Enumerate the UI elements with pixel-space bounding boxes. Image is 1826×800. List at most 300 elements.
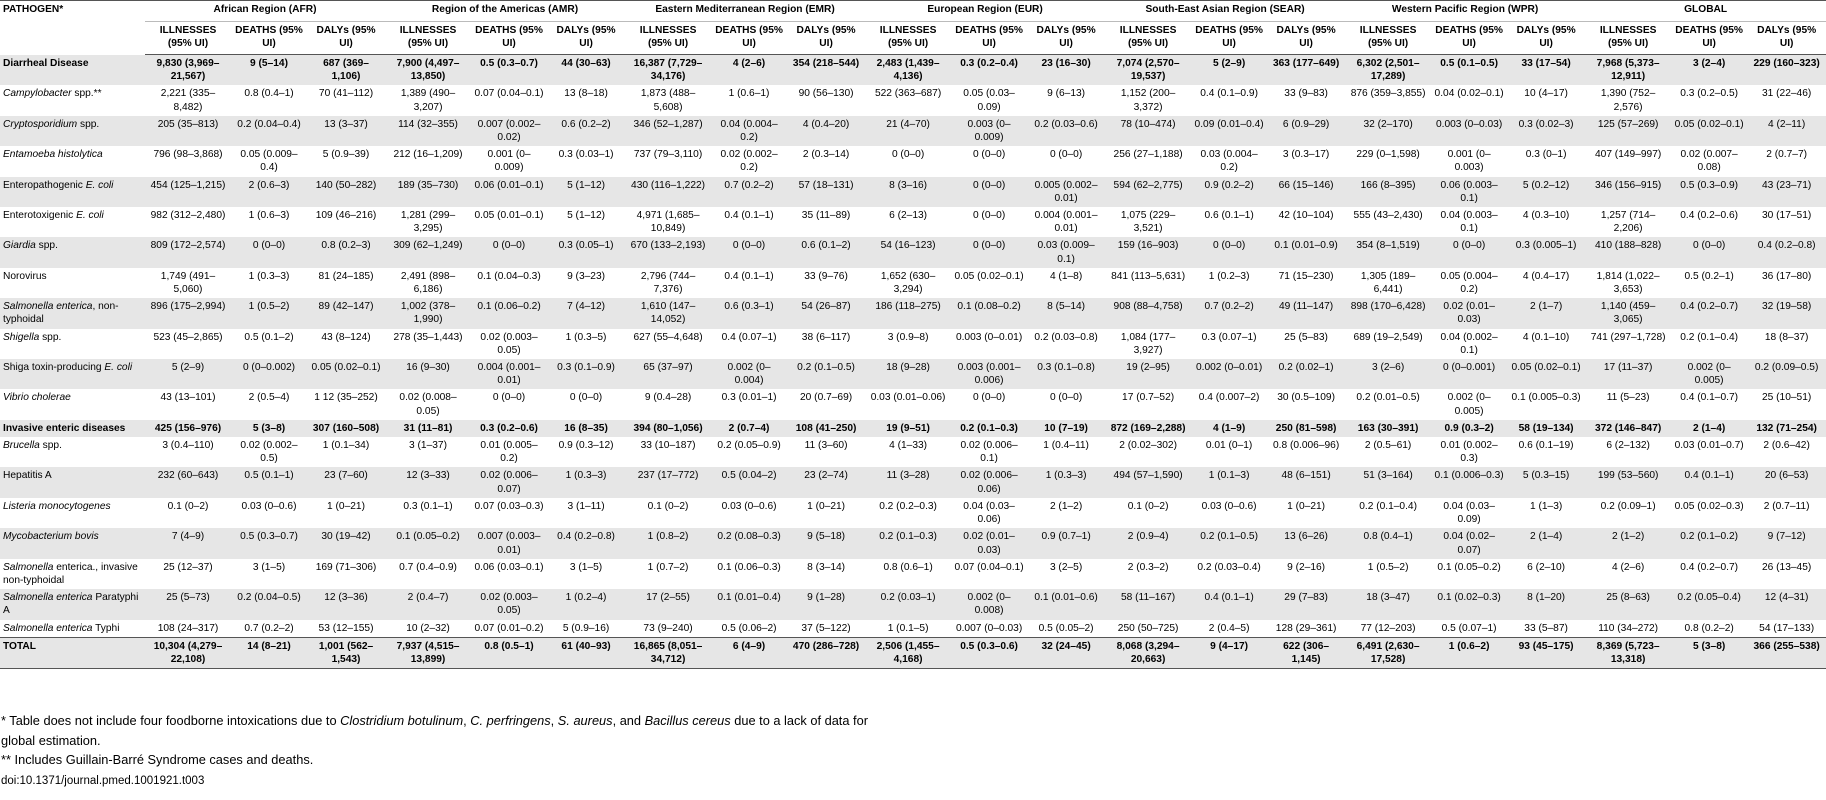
deaths-cell: 0.4 (0.07–1) (721, 331, 777, 343)
illnesses-cell: 876 (359–3,855) (1350, 88, 1426, 100)
deaths-cell: 2 (1–4) (1671, 420, 1747, 437)
illnesses-cell: 425 (156–976) (145, 420, 231, 437)
pathogen-name: Vibrio cholerae (3, 392, 71, 404)
deaths-cell: 0.6 (0.3–1) (711, 298, 787, 328)
illnesses-cell: 9 (0.4–28) (644, 392, 692, 404)
illnesses-cell: 9,830 (3,969–21,567) (145, 55, 231, 86)
dalys-cell: 250 (81–598) (1267, 420, 1345, 437)
deaths-cell: 0.02 (0.01–0.03) (951, 528, 1027, 558)
illnesses-cell: 205 (35–813) (145, 116, 231, 146)
illnesses-cell: 627 (55–4,648) (633, 331, 703, 343)
deaths-cell: 14 (8–21) (231, 637, 307, 668)
illnesses-cell: 8 (3–16) (865, 177, 951, 207)
dalys-cell: 108 (41–250) (787, 420, 865, 437)
pathogen-name: Norovirus (3, 270, 47, 282)
dalys-cell: 169 (71–306) (315, 561, 377, 573)
dalys-cell: 0.2 (0.09–0.5) (1747, 359, 1826, 389)
deaths-cell: 0.05 (0.01–0.1) (474, 210, 544, 222)
illnesses-cell: 394 (80–1,056) (625, 420, 711, 437)
deaths-cell: 0.02 (0.002–0.5) (240, 440, 298, 465)
deaths-cell: 0 (0–0.002) (231, 359, 307, 389)
illnesses-cell: 1,305 (189–6,441) (1360, 270, 1416, 296)
deaths-cell: 1 (0.5–2) (231, 298, 307, 328)
dalys-cell: 354 (218–544) (787, 55, 865, 86)
illnesses-cell: 232 (60–643) (145, 467, 231, 497)
dalys-cell: 5 (0.2–12) (1507, 177, 1585, 207)
deaths-column-header: DEATHS (95% UI) (1191, 22, 1267, 55)
dalys-cell: 687 (369–1,106) (307, 55, 385, 86)
dalys-cell: 5 (0.3–15) (1507, 467, 1585, 497)
dalys-cell: 1 (1–3) (1529, 500, 1563, 512)
illnesses-cell: 0.2 (0.2–0.3) (879, 500, 937, 512)
dalys-cell: 0.2 (0.1–0.5) (787, 359, 865, 389)
dalys-cell: 470 (286–728) (787, 637, 865, 668)
dalys-cell: 2 (0.6–42) (1763, 440, 1810, 452)
illnesses-cell: 2 (0.02–302) (1119, 440, 1177, 452)
illnesses-cell: 3 (2–6) (1345, 359, 1431, 389)
deaths-cell: 0.07 (0.01–0.2) (474, 622, 544, 634)
illnesses-cell: 0.3 (0.1–1) (403, 500, 453, 512)
deaths-cell: 0 (0–0) (1191, 237, 1267, 267)
dalys-cell: 6 (2–10) (1527, 561, 1566, 573)
dalys-cell: 13 (8–18) (564, 88, 608, 100)
deaths-cell: 0 (0–0) (972, 392, 1006, 404)
dalys-cell: 128 (29–361) (1275, 622, 1337, 634)
dalys-cell: 0 (0–0) (1049, 149, 1083, 161)
deaths-cell: 0.02 (0.006–0.06) (951, 467, 1027, 497)
illnesses-cell: 78 (10–474) (1105, 116, 1191, 146)
dalys-cell: 54 (26–87) (787, 298, 865, 328)
deaths-cell: 0.5 (0.2–1) (1684, 270, 1734, 282)
deaths-cell: 2 (0.4–5) (1208, 622, 1250, 634)
deaths-cell: 3 (1–5) (252, 561, 286, 573)
dalys-cell: 12 (4–31) (1747, 589, 1826, 619)
illnesses-cell: 11 (3–28) (865, 467, 951, 497)
dalys-cell: 0.8 (0.2–3) (307, 237, 385, 267)
illnesses-cell: 186 (118–275) (865, 298, 951, 328)
pathogen-name: Giardia spp. (0, 237, 145, 267)
dalys-cell: 33 (5–87) (1524, 622, 1568, 634)
dalys-cell: 1 (0–21) (807, 500, 846, 512)
deaths-cell: 0.09 (0.01–0.4) (1191, 116, 1267, 146)
pathogen-name: Cryptosporidium spp. (0, 116, 145, 146)
dalys-cell: 90 (56–130) (798, 88, 854, 100)
illnesses-cell: 18 (3–47) (1345, 589, 1431, 619)
deaths-cell: 0.06 (0.03–0.1) (474, 561, 544, 573)
deaths-cell: 0.5 (0.3–0.9) (1671, 177, 1747, 207)
deaths-cell: 0.3 (0.07–1) (1201, 331, 1257, 343)
deaths-column-header: DEATHS (95% UI) (711, 22, 787, 55)
deaths-cell: 0.8 (0.5–1) (471, 637, 547, 668)
illnesses-cell: 19 (2–95) (1105, 359, 1191, 389)
pathogen-name: Brucella spp. (3, 440, 62, 452)
dalys-cell: 43 (23–71) (1747, 177, 1826, 207)
dalys-cell: 622 (306–1,145) (1267, 637, 1345, 668)
illnesses-cell: 372 (146–847) (1585, 420, 1671, 437)
dalys-cell: 30 (19–42) (307, 528, 385, 558)
dalys-cell: 43 (8–124) (321, 331, 371, 343)
pathogen-name: Invasive enteric diseases (0, 420, 145, 437)
deaths-cell: 0.3 (0.2–0.5) (1680, 88, 1739, 100)
deaths-cell: 5 (3–8) (1671, 637, 1747, 668)
deaths-cell: 0.002 (0–0.005) (1447, 392, 1491, 417)
deaths-cell: 0.02 (0.002–0.2) (720, 149, 778, 174)
dalys-cell: 0.1 (0.01–0.6) (1027, 589, 1105, 619)
dalys-cell: 35 (11–89) (801, 210, 851, 222)
dalys-cell: 0.2 (0.03–0.6) (1027, 116, 1105, 146)
pathogen-name: Salmonella enterica, non-typhoidal (0, 298, 145, 328)
table-row (0, 298, 1826, 328)
deaths-cell: 0.02 (0.003–0.05) (480, 331, 538, 356)
illnesses-cell: 54 (16–123) (865, 237, 951, 267)
deaths-cell: 0.06 (0.01–0.1) (471, 177, 547, 207)
pathogen-name: Hepatitis A (0, 467, 145, 497)
deaths-cell: 0.4 (0.1–1) (1191, 589, 1267, 619)
illnesses-cell: 229 (0–1,598) (1356, 149, 1420, 161)
illnesses-cell: 125 (57–269) (1585, 116, 1671, 146)
dalys-cell: 31 (22–46) (1762, 88, 1812, 100)
deaths-cell: 0.4 (0.1–1) (724, 210, 774, 222)
table-group-row (0, 420, 1826, 437)
pathogen-name: Mycobacterium bovis (0, 528, 145, 558)
illnesses-cell: 2,221 (335–8,482) (160, 88, 216, 113)
dalys-cell: 20 (0.7–69) (800, 392, 853, 404)
deaths-cell: 0.07 (0.04–0.1) (474, 88, 544, 100)
illnesses-cell: 410 (188–828) (1585, 237, 1671, 267)
illnesses-cell: 982 (312–2,480) (150, 210, 226, 222)
region-header: European Region (EUR) (865, 1, 1105, 22)
dalys-cell: 0.3 (0.1–0.9) (547, 359, 625, 389)
deaths-cell: 0.8 (0.4–1) (244, 88, 294, 100)
dalys-cell: 30 (17–51) (1762, 210, 1812, 222)
illnesses-cell: 2,491 (898–6,186) (400, 270, 456, 296)
dalys-cell: 37 (5–122) (801, 622, 851, 634)
illnesses-cell: 0.2 (0.01–0.5) (1356, 392, 1420, 404)
dalys-cell: 0.2 (0.03–0.8) (1034, 331, 1098, 343)
deaths-cell: 0.007 (0.003–0.01) (471, 528, 547, 558)
deaths-cell: 2 (0.6–3) (231, 177, 307, 207)
deaths-cell: 0.05 (0.009–0.4) (240, 149, 298, 174)
pathogen-name: Salmonella enterica Paratyphi A (0, 589, 145, 619)
deaths-cell: 0 (0–0) (711, 237, 787, 267)
deaths-cell: 0.5 (0.1–1) (231, 467, 307, 497)
illnesses-cell: 10,304 (4,279–22,108) (145, 637, 231, 668)
table-total-row (0, 637, 1826, 668)
illnesses-cell: 896 (175–2,994) (145, 298, 231, 328)
deaths-cell: 0.007 (0.002–0.02) (471, 116, 547, 146)
illnesses-cell: 0.2 (0.09–1) (1600, 500, 1656, 512)
dalys-cell: 0.6 (0.1–2) (787, 237, 865, 267)
deaths-cell: 0.03 (0–0.6) (241, 500, 297, 512)
illnesses-cell: 114 (32–355) (385, 116, 471, 146)
dalys-cell: 4 (0.4–17) (1522, 270, 1570, 282)
dalys-cell: 13 (3–37) (307, 116, 385, 146)
dalys-cell: 140 (50–282) (307, 177, 385, 207)
table-row (0, 359, 1826, 389)
illnesses-cell: 0.2 (0.03–1) (865, 589, 951, 619)
dalys-cell: 0.03 (0.009–0.1) (1027, 237, 1105, 267)
illnesses-cell: 7,074 (2,570–19,537) (1105, 55, 1191, 86)
dalys-cell: 7 (4–12) (547, 298, 625, 328)
pathogen-name: Listeria monocytogenes (3, 500, 111, 512)
dalys-cell: 3 (2–5) (1049, 561, 1083, 573)
deaths-cell: 0.002 (0–0.005) (1671, 359, 1747, 389)
deaths-cell: 9 (4–17) (1191, 637, 1267, 668)
illnesses-column-header: ILLNESSES (95% UI) (1345, 22, 1431, 55)
dalys-cell: 44 (30–63) (547, 55, 625, 86)
table-row (0, 389, 1826, 419)
deaths-cell: 0.02 (0.003–0.05) (471, 589, 547, 619)
dalys-cell: 1 (0.1–34) (322, 440, 370, 452)
illnesses-cell: 407 (149–997) (1594, 149, 1662, 161)
illnesses-cell: 25 (12–37) (163, 561, 213, 573)
illnesses-cell: 199 (53–560) (1585, 467, 1671, 497)
dalys-cell: 0.1 (0.01–0.9) (1267, 237, 1345, 267)
table-footnotes (1, 711, 981, 770)
deaths-cell: 0.9 (0.2–2) (1191, 177, 1267, 207)
illnesses-cell: 16,387 (7,729–34,176) (625, 55, 711, 86)
deaths-cell: 0.02 (0.006–0.07) (471, 467, 547, 497)
deaths-cell: 0.3 (0.01–1) (721, 392, 777, 404)
deaths-cell: 0.8 (0.2–2) (1684, 622, 1734, 634)
deaths-cell: 0.2 (0.05–0.4) (1671, 589, 1747, 619)
illnesses-cell: 1,140 (459–3,065) (1585, 298, 1671, 328)
illnesses-cell: 16 (9–30) (385, 359, 471, 389)
illnesses-cell: 1,749 (491–5,060) (160, 270, 216, 296)
deaths-cell: 0.4 (0.1–1) (1671, 467, 1747, 497)
pathogen-name: Salmonella enterica., invasive non-typhoidal (3, 561, 138, 586)
illnesses-cell: 346 (52–1,287) (625, 116, 711, 146)
deaths-cell: 0.2 (0.1–0.3) (951, 420, 1027, 437)
deaths-cell: 0.002 (0–0.004) (711, 359, 787, 389)
deaths-cell: 0.1 (0.01–0.4) (711, 589, 787, 619)
pathogen-name: Shiga toxin-producing E. coli (0, 359, 145, 389)
deaths-cell: 0.9 (0.3–2) (1431, 420, 1507, 437)
dalys-cell: 1 (0.3–3) (1027, 467, 1105, 497)
illnesses-cell: 1,652 (630–3,294) (880, 270, 936, 296)
illnesses-cell: 0.03 (0.01–0.06) (870, 392, 946, 404)
illnesses-cell: 841 (113–5,631) (1111, 270, 1186, 282)
table-row (0, 467, 1826, 497)
illnesses-cell: 741 (297–1,728) (1590, 331, 1666, 343)
deaths-cell: 6 (4–9) (711, 637, 787, 668)
dalys-column-header: DALYs (95% UI) (787, 22, 865, 55)
deaths-cell: 0.07 (0.03–0.3) (474, 500, 544, 512)
deaths-column-header: DEATHS (95% UI) (471, 22, 547, 55)
dalys-cell: 32 (24–45) (1027, 637, 1105, 668)
illnesses-cell: 10 (2–32) (406, 622, 450, 634)
deaths-cell: 1 (0.6–1) (728, 88, 770, 100)
deaths-cell: 1 (0.2–3) (1208, 270, 1250, 282)
dalys-cell: 0.005 (0.002–0.01) (1027, 177, 1105, 207)
dalys-cell: 1 (0.2–4) (547, 589, 625, 619)
illnesses-cell: 809 (172–2,574) (145, 237, 231, 267)
deaths-cell: 9 (5–14) (231, 55, 307, 86)
illnesses-cell: 309 (62–1,249) (385, 237, 471, 267)
deaths-cell: 0.002 (0–0.008) (951, 589, 1027, 619)
illnesses-cell: 0.02 (0.008–0.05) (399, 392, 457, 417)
table-row (0, 329, 1826, 359)
table-row (0, 620, 1826, 638)
table-row (0, 237, 1826, 267)
dalys-cell: 57 (18–131) (787, 177, 865, 207)
dalys-cell: 71 (15–230) (1278, 270, 1334, 282)
illnesses-cell: 1,389 (490–3,207) (400, 88, 456, 113)
dalys-column-header: DALYs (95% UI) (307, 22, 385, 55)
illnesses-cell: 17 (2–55) (625, 589, 711, 619)
illnesses-cell: 1,152 (200–3,372) (1120, 88, 1176, 113)
dalys-cell: 25 (10–51) (1762, 392, 1812, 404)
deaths-cell: 0 (0–0) (951, 237, 1027, 267)
deaths-cell: 0.01 (0.005–0.2) (480, 440, 538, 465)
deaths-cell: 0.03 (0–0.6) (1201, 500, 1257, 512)
deaths-cell: 0.1 (0.05–0.2) (1437, 561, 1501, 573)
dalys-cell: 0.3 (0.02–3) (1507, 116, 1585, 146)
dalys-column-header: DALYs (95% UI) (1747, 22, 1826, 55)
illnesses-cell: 1,075 (229–3,521) (1120, 210, 1176, 235)
dalys-column-header: DALYs (95% UI) (547, 22, 625, 55)
dalys-cell: 10 (7–19) (1027, 420, 1105, 437)
deaths-cell: 0 (0–0) (231, 237, 307, 267)
illnesses-cell: 8,068 (3,294–20,663) (1105, 637, 1191, 668)
illnesses-column-header: ILLNESSES (95% UI) (1585, 22, 1671, 55)
dalys-cell: 70 (41–112) (318, 88, 374, 100)
table-row (0, 268, 1826, 298)
deaths-cell: 0.03 (0.004–0.2) (1200, 149, 1258, 174)
table-row (0, 177, 1826, 207)
illnesses-cell: 159 (16–903) (1105, 237, 1191, 267)
illnesses-cell: 4 (2–6) (1611, 561, 1645, 573)
dalys-cell: 1,001 (562–1,543) (307, 637, 385, 668)
illnesses-column-header: ILLNESSES (95% UI) (625, 22, 711, 55)
deaths-cell: 0.01 (0.002–0.3) (1440, 440, 1498, 465)
illnesses-cell: 166 (8–395) (1345, 177, 1431, 207)
deaths-cell: 0.3 (0.2–0.4) (951, 55, 1027, 86)
footnote-intoxications: * Table does not include four foodborne intoxications due to Clostridium botulinum, C. perfringens, S. aureus, and Bacillus cereus due to a lack of data for (1, 713, 868, 728)
table-row (0, 207, 1826, 237)
deaths-cell: 0.05 (0.03–0.09) (963, 88, 1015, 113)
illnesses-cell: 898 (170–6,428) (1345, 298, 1431, 328)
deaths-cell: 0.2 (0.1–0.4) (1680, 331, 1739, 343)
deaths-cell: 0.4 (0.1–0.9) (1200, 88, 1258, 100)
dalys-cell: 2 (1–2) (1049, 500, 1083, 512)
deaths-cell: 0.2 (0.1–0.5) (1191, 528, 1267, 558)
illnesses-cell: 1,257 (714–2,206) (1600, 210, 1656, 235)
deaths-cell: 0.7 (0.2–2) (711, 177, 787, 207)
deaths-cell: 0.04 (0.02–0.07) (1431, 528, 1507, 558)
deaths-cell: 0.3 (0.2–0.6) (471, 420, 547, 437)
deaths-cell: 0.02 (0.007–0.08) (1680, 149, 1738, 174)
illnesses-cell: 0.7 (0.4–0.9) (399, 561, 457, 573)
dalys-cell: 4 (0.4–20) (787, 116, 865, 146)
dalys-cell: 4 (1–8) (1049, 270, 1083, 282)
deaths-column-header: DEATHS (95% UI) (1431, 22, 1507, 55)
dalys-column-header: DALYs (95% UI) (1027, 22, 1105, 55)
dalys-cell: 30 (0.5–109) (1277, 392, 1335, 404)
deaths-cell: 0.4 (0.1–0.7) (1680, 392, 1739, 404)
deaths-cell: 0.5 (0.3–0.7) (231, 528, 307, 558)
dalys-cell: 16 (8–35) (547, 420, 625, 437)
deaths-cell: 0.001 (0–0.003) (1447, 149, 1491, 174)
dalys-cell: 61 (40–93) (547, 637, 625, 668)
deaths-cell: 0 (0–0) (951, 177, 1027, 207)
illnesses-cell: 737 (79–3,110) (633, 149, 703, 161)
deaths-cell: 0.1 (0.06–0.3) (717, 561, 781, 573)
deaths-cell: 0.4 (0.2–0.7) (1680, 561, 1739, 573)
dalys-cell: 9 (3–23) (567, 270, 606, 282)
illnesses-cell: 4 (1–33) (889, 440, 928, 452)
illnesses-cell: 1 (0.7–2) (647, 561, 689, 573)
dalys-cell: 3 (0.3–17) (1282, 149, 1330, 161)
illnesses-cell: 32 (2–170) (1345, 116, 1431, 146)
deaths-cell: 0.007 (0–0.03) (955, 622, 1023, 634)
illnesses-cell: 346 (156–915) (1585, 177, 1671, 207)
deaths-cell: 3 (2–4) (1671, 55, 1747, 86)
dalys-cell: 93 (45–175) (1507, 637, 1585, 668)
deaths-cell: 0.2 (0.05–0.9) (717, 440, 781, 452)
illnesses-cell: 73 (9–240) (643, 622, 693, 634)
table-row (0, 116, 1826, 146)
deaths-cell: 0 (0–0) (1431, 237, 1507, 267)
deaths-cell: 0.004 (0.001–0.01) (471, 359, 547, 389)
deaths-cell: 0.02 (0.01–0.03) (1431, 298, 1507, 328)
deaths-cell: 0.2 (0.04–0.4) (231, 116, 307, 146)
illnesses-cell: 689 (19–2,549) (1353, 331, 1423, 343)
illnesses-cell: 110 (34–272) (1598, 622, 1659, 634)
dalys-cell: 6 (0.9–29) (1267, 116, 1345, 146)
illnesses-cell: 7,900 (4,497–13,850) (385, 55, 471, 86)
illnesses-cell: 6,491 (2,630–17,528) (1345, 637, 1431, 668)
dalys-cell: 0.3 (0–1) (1525, 149, 1567, 161)
deaths-cell: 4 (1–9) (1191, 420, 1267, 437)
deaths-cell: 0.03 (0–0.6) (721, 500, 777, 512)
illnesses-cell: 3 (0.4–110) (162, 440, 214, 452)
deaths-cell: 0.04 (0.03–0.09) (1443, 500, 1495, 526)
illnesses-cell: 212 (16–1,209) (393, 149, 463, 161)
dalys-cell: 53 (12–155) (318, 622, 374, 634)
illnesses-cell: 1,814 (1,022–3,653) (1596, 270, 1660, 296)
dalys-cell: 10 (4–17) (1524, 88, 1568, 100)
dalys-cell: 1 12 (35–252) (314, 392, 378, 404)
illnesses-column-header: ILLNESSES (95% UI) (385, 22, 471, 55)
illnesses-column-header: ILLNESSES (95% UI) (1105, 22, 1191, 55)
illnesses-cell: 18 (9–28) (865, 359, 951, 389)
illnesses-cell: 11 (5–23) (1606, 392, 1650, 404)
dalys-cell: 5 (0.9–39) (322, 149, 370, 161)
illnesses-column-header: ILLNESSES (95% UI) (865, 22, 951, 55)
deaths-cell: 0.7 (0.2–2) (1191, 298, 1267, 328)
illnesses-cell: 2 (0.5–61) (1364, 440, 1412, 452)
deaths-cell: 1 (0.6–3) (248, 210, 290, 222)
dalys-cell: 5 (0.9–16) (562, 622, 610, 634)
deaths-cell: 0.6 (0.1–1) (1204, 210, 1254, 222)
illnesses-cell: 354 (8–1,519) (1345, 237, 1431, 267)
dalys-cell: 29 (7–83) (1267, 589, 1345, 619)
deaths-cell: 0.04 (0.03–0.06) (963, 500, 1015, 526)
illnesses-cell: 58 (11–167) (1105, 589, 1191, 619)
illnesses-cell: 0.1 (0–2) (647, 500, 689, 512)
dalys-cell: 0.3 (0.005–1) (1507, 237, 1585, 267)
illnesses-cell: 2 (0.4–7) (385, 589, 471, 619)
dalys-cell: 2 (1–4) (1507, 528, 1585, 558)
deaths-cell: 0.07 (0.04–0.1) (954, 561, 1024, 573)
deaths-cell: 0 (0–0) (471, 237, 547, 267)
dalys-cell: 0.6 (0.2–2) (547, 116, 625, 146)
deaths-cell: 0.5 (0.3–0.7) (471, 55, 547, 86)
deaths-cell: 0.7 (0.2–2) (244, 622, 294, 634)
deaths-cell: 0.05 (0.02–0.1) (954, 270, 1024, 282)
illnesses-cell: 163 (30–391) (1345, 420, 1431, 437)
